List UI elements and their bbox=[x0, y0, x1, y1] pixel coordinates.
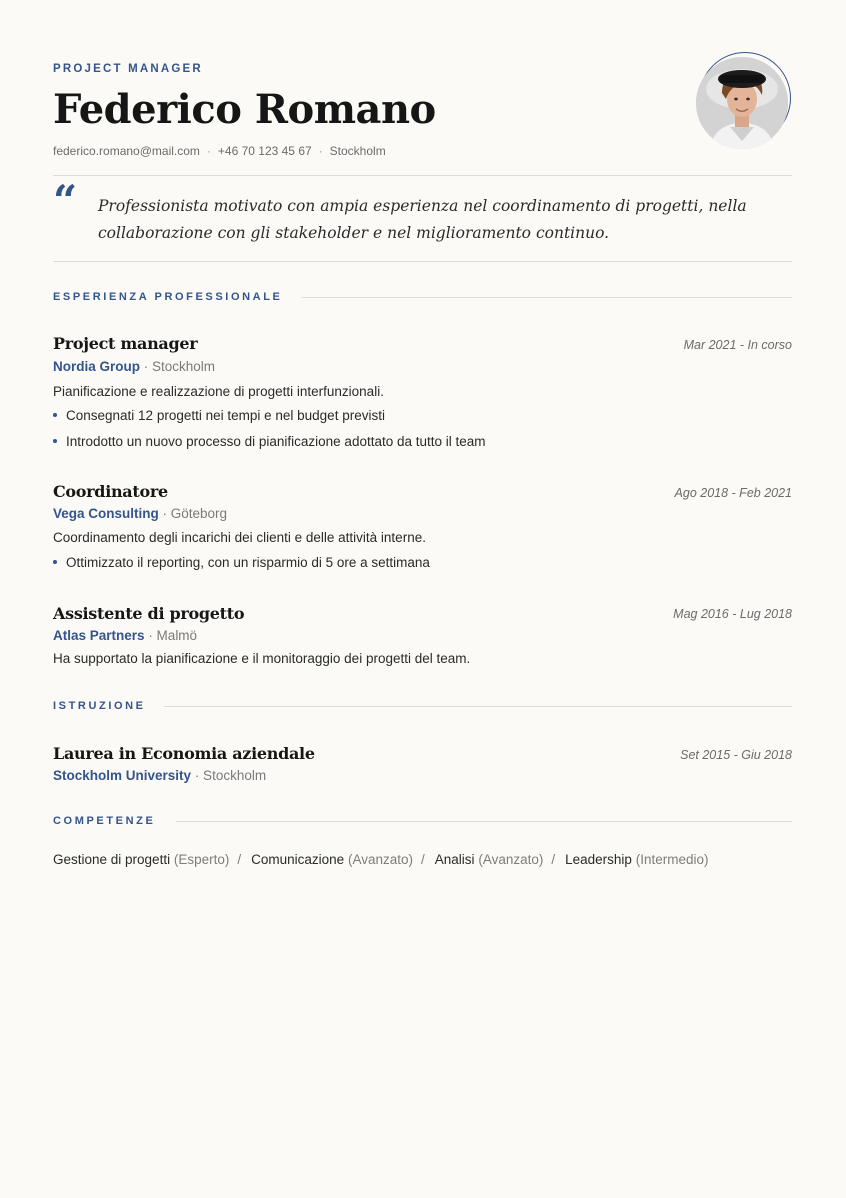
school-name: Stockholm University bbox=[53, 768, 192, 783]
portrait-image bbox=[696, 57, 788, 149]
section-divider bbox=[176, 821, 792, 822]
skill-name: Leadership bbox=[565, 852, 632, 867]
company-name: Nordia Group bbox=[53, 359, 140, 374]
skills-list bbox=[53, 852, 709, 867]
section-divider bbox=[164, 706, 792, 707]
city-text: Stockholm bbox=[329, 144, 386, 158]
job-bullet bbox=[53, 434, 486, 449]
job-description: Pianificazione e realizzazione di progetti interfunzionali. bbox=[53, 384, 384, 399]
quote-icon: “ bbox=[53, 176, 78, 225]
profile-photo bbox=[696, 52, 793, 149]
bullet-icon bbox=[53, 560, 57, 564]
job-title: Assistente di progetto bbox=[53, 604, 245, 623]
job-dates: Mar 2021 - In corso bbox=[683, 338, 792, 352]
skill-name: Analisi bbox=[434, 852, 475, 867]
bullet-text: Ottimizzato il reporting, con un risparmio di 5 ore a settimana bbox=[66, 555, 430, 570]
job-title: Coordinatore bbox=[53, 482, 168, 501]
skill-level: (Avanzato) bbox=[347, 852, 414, 867]
section-title-skills: COMPETENZE bbox=[53, 815, 156, 827]
job-dates: Mag 2016 - Lug 2018 bbox=[673, 607, 792, 621]
company-name: Vega Consulting bbox=[53, 506, 159, 521]
bullet-icon bbox=[53, 413, 57, 417]
contact-separator: · bbox=[318, 144, 323, 158]
job-company-line bbox=[53, 359, 215, 374]
avatar bbox=[696, 57, 788, 149]
job-dates: Ago 2018 - Feb 2021 bbox=[674, 486, 792, 500]
job-company-line bbox=[53, 628, 197, 643]
bullet-text: Consegnati 12 progetti nei tempi e nel budget previsti bbox=[66, 408, 385, 423]
job-bullet bbox=[53, 555, 430, 570]
job-bullet bbox=[53, 408, 385, 423]
summary-divider bbox=[53, 261, 792, 262]
company-location: · Göteborg bbox=[162, 506, 228, 521]
section-title-education: ISTRUZIONE bbox=[53, 700, 146, 712]
school-line bbox=[53, 768, 266, 783]
profile-summary: Professionista motivato con ampia esperienza nel coordinamento di progetti, nella collaborazione con gli stakeholder e nel miglioramento continuo. bbox=[98, 197, 747, 242]
email-text: federico.romano@mail.com bbox=[53, 144, 200, 158]
candidate-name: Federico Romano bbox=[53, 86, 436, 133]
bullet-icon bbox=[53, 439, 57, 443]
skill-item bbox=[53, 852, 229, 867]
contact-line bbox=[53, 144, 386, 158]
job-description: Ha supportato la pianificazione e il monitoraggio dei progetti del team. bbox=[53, 651, 471, 666]
education-dates: Set 2015 - Giu 2018 bbox=[680, 748, 792, 762]
skill-separator: / bbox=[421, 852, 425, 867]
skill-separator: / bbox=[237, 852, 242, 867]
section-divider bbox=[302, 297, 792, 298]
company-name: Atlas Partners bbox=[53, 628, 145, 643]
job-role: PROJECT MANAGER bbox=[53, 63, 203, 75]
skill-item bbox=[251, 852, 413, 867]
skill-level: (Esperto) bbox=[173, 852, 230, 867]
job-description: Coordinamento degli incarichi dei clienti e delle attività interne. bbox=[53, 530, 426, 545]
header-divider bbox=[53, 175, 792, 176]
skill-separator: / bbox=[551, 852, 556, 867]
job-title: Project manager bbox=[53, 334, 198, 353]
company-location: · Malmö bbox=[148, 628, 198, 643]
school-location: · Stockholm bbox=[194, 768, 267, 783]
skill-item bbox=[565, 852, 708, 867]
skill-item bbox=[435, 852, 544, 867]
contact-separator: · bbox=[206, 144, 211, 158]
degree-title: Laurea in Economia aziendale bbox=[53, 744, 315, 763]
job-company-line bbox=[53, 506, 227, 521]
skill-level: (Avanzato) bbox=[478, 852, 544, 867]
skill-level: (Intermedio) bbox=[635, 852, 709, 867]
section-title-experience: ESPERIENZA PROFESSIONALE bbox=[53, 291, 283, 303]
skill-name: Gestione di progetti bbox=[53, 852, 171, 867]
bullet-text: Introdotto un nuovo processo di pianificazione adottato da tutto il team bbox=[66, 434, 486, 449]
company-location: · Stockholm bbox=[143, 359, 216, 374]
skill-name: Comunicazione bbox=[251, 852, 345, 867]
phone-text: +46 70 123 45 67 bbox=[217, 144, 312, 158]
